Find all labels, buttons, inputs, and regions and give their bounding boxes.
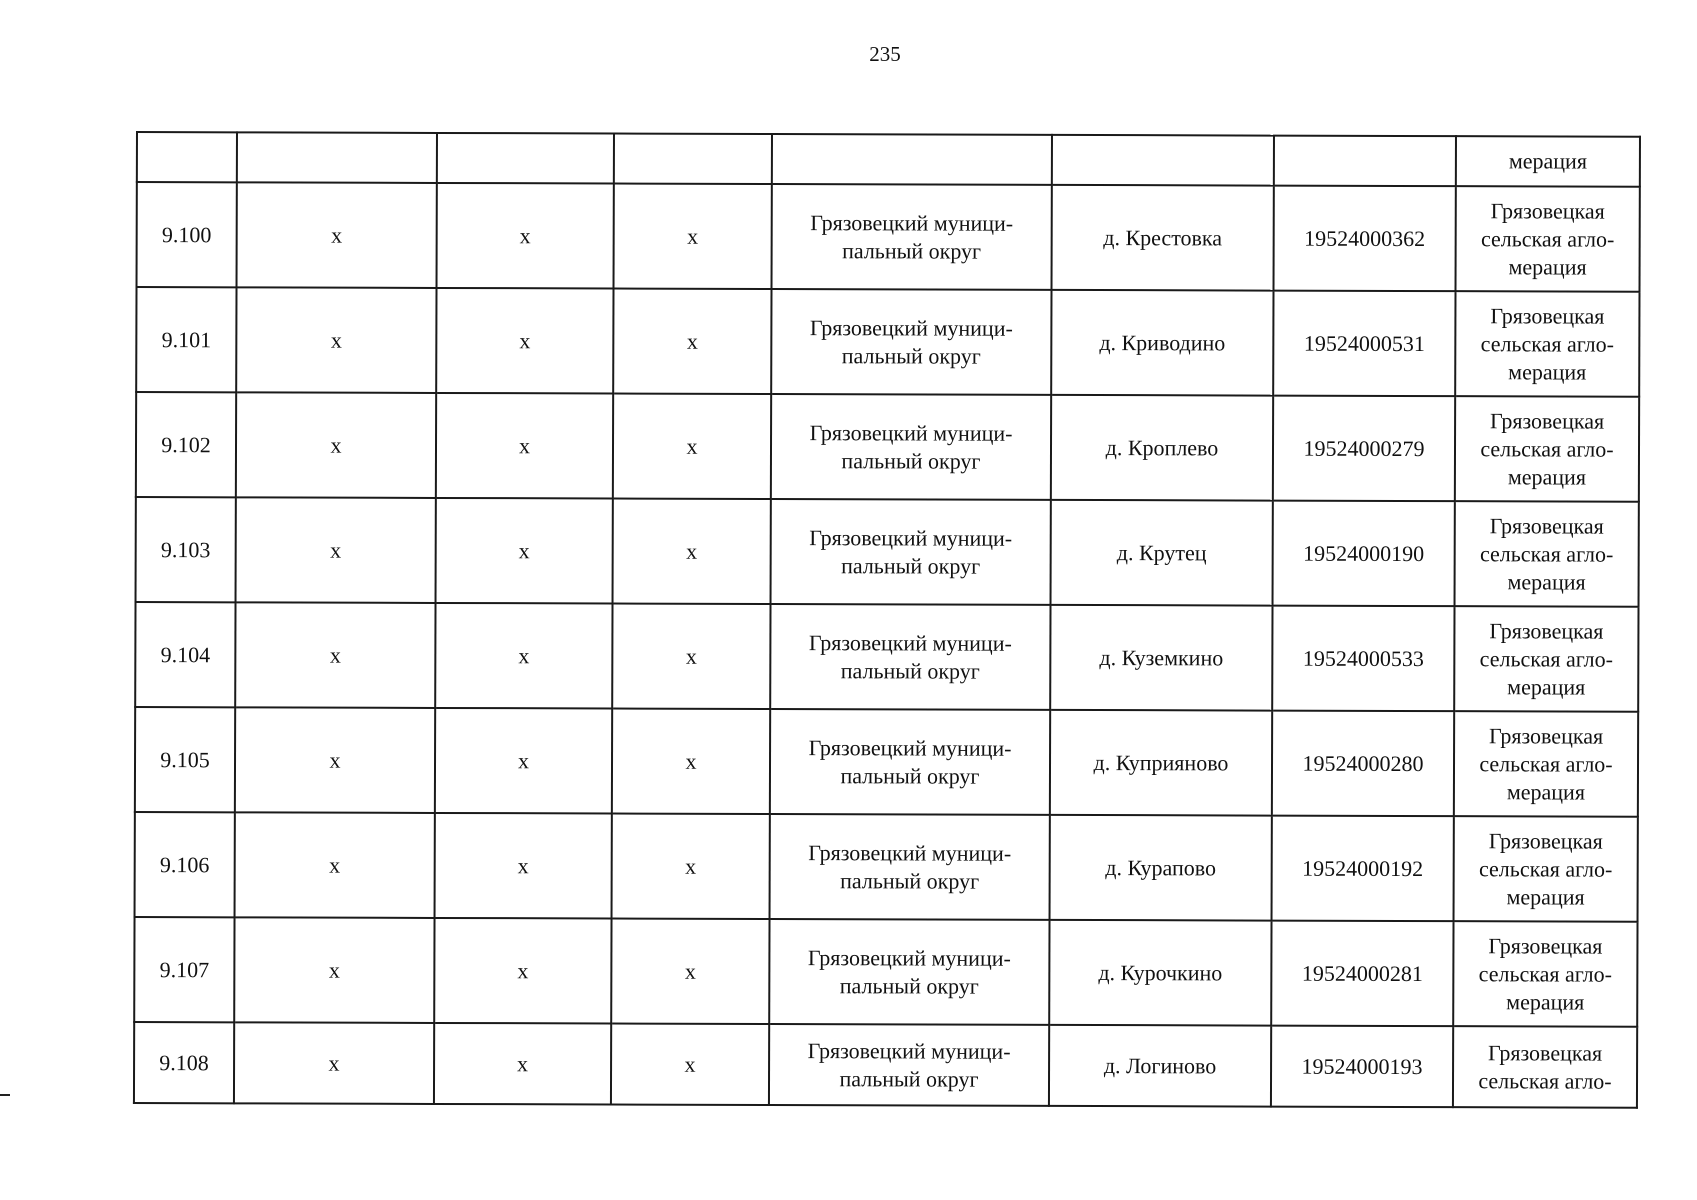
mark-cell <box>436 288 613 394</box>
locality-cell <box>1050 710 1272 816</box>
mark-cell <box>237 182 437 288</box>
mark-cell-text: х <box>684 958 696 984</box>
oktmo-code-cell <box>1273 396 1455 502</box>
oktmo-code-cell-text: 19524000280 <box>1302 750 1424 776</box>
mark-cell <box>235 602 435 708</box>
row-number-cell-text: 9.101 <box>161 326 212 352</box>
page-number: 235 <box>869 42 901 66</box>
oktmo-code-cell-text: 19524000193 <box>1301 1053 1423 1079</box>
agglomeration-cell-text: Грязовецкая сельская агло- мерация <box>1478 827 1613 910</box>
locality-cell <box>1051 290 1273 396</box>
mark-cell-text: х <box>329 747 341 773</box>
oktmo-code-cell-text: 19524000281 <box>1301 960 1423 986</box>
locality-cell <box>1050 605 1272 711</box>
mark-cell <box>612 603 770 708</box>
row-number-cell <box>136 497 236 602</box>
municipal-district-cell <box>771 394 1051 500</box>
municipal-district-cell-text: Грязовецкий муници- пальный округ <box>809 524 1013 579</box>
mark-cell-text: х <box>330 432 342 458</box>
row-number-cell-text: 9.105 <box>160 746 210 772</box>
mark-cell <box>614 184 772 289</box>
locality-cell-text: д. Курапово <box>1105 854 1217 880</box>
mark-cell <box>234 917 434 1023</box>
mark-cell <box>435 603 612 709</box>
mark-cell-text: х <box>328 957 340 983</box>
table-row <box>137 182 1640 292</box>
mark-cell <box>613 498 771 603</box>
row-number-cell <box>135 707 235 812</box>
continuation-cell: мерация <box>1456 136 1640 187</box>
municipal-district-cell <box>771 499 1051 605</box>
mark-cell-text: х <box>517 747 530 773</box>
table-row <box>134 917 1637 1027</box>
table-row <box>135 602 1638 712</box>
agglomeration-cell <box>1455 291 1639 397</box>
municipal-district-cell <box>769 1024 1049 1106</box>
agglomeration-cell-text: Грязовецкая сельская агло- мерация <box>1479 512 1614 595</box>
mark-cell-text: х <box>329 852 341 878</box>
municipal-district-cell-text: Грязовецкий муници- пальный округ <box>808 839 1012 894</box>
margin-mark <box>0 1094 10 1096</box>
mark-cell <box>236 287 436 393</box>
municipal-district-cell-text: Грязовецкий муници- пальный округ <box>809 419 1013 474</box>
mark-cell <box>434 918 611 1024</box>
mark-cell-text: х <box>685 748 697 774</box>
mark-cell-text: х <box>686 538 698 564</box>
agglomeration-cell <box>1456 186 1640 292</box>
mark-cell-text: х <box>331 222 343 248</box>
continuation-cell <box>1274 136 1456 187</box>
mark-cell <box>434 1023 611 1105</box>
mark-cell-text: х <box>686 433 698 459</box>
oktmo-code-cell-text: 19524000531 <box>1303 330 1425 356</box>
table-row <box>135 812 1638 922</box>
oktmo-code-cell <box>1272 816 1454 922</box>
mark-cell <box>613 289 771 394</box>
oktmo-code-cell <box>1271 921 1453 1027</box>
mark-cell <box>236 392 436 498</box>
oktmo-code-cell <box>1272 711 1454 817</box>
row-number-cell <box>136 392 236 497</box>
row-number-cell <box>136 287 236 392</box>
row-number-cell-text: 9.107 <box>159 956 210 982</box>
mark-cell <box>236 497 436 603</box>
table-row <box>136 287 1639 397</box>
agglomeration-cell <box>1455 501 1639 607</box>
mark-cell-text: х <box>685 853 697 879</box>
agglomeration-cell-text: Грязовецкая сельская агло- мерация <box>1480 302 1615 385</box>
continuation-cell <box>772 134 1052 185</box>
continuation-cell <box>437 133 614 184</box>
oktmo-code-cell-text: 19524000533 <box>1302 645 1424 671</box>
oktmo-code-cell <box>1272 606 1454 712</box>
row-number-cell <box>134 1022 234 1103</box>
table-row <box>134 1022 1637 1108</box>
locality-cell-text: д. Курочкино <box>1098 959 1223 985</box>
continuation-cell <box>614 134 772 184</box>
row-number-cell <box>137 182 237 287</box>
municipal-district-cell-text: Грязовецкий муници- пальный округ <box>808 629 1012 684</box>
table-row <box>136 392 1639 502</box>
mark-cell <box>435 708 612 814</box>
oktmo-code-cell <box>1273 501 1455 607</box>
agglomeration-cell <box>1454 816 1638 922</box>
mark-cell <box>436 498 613 604</box>
mark-cell <box>234 1022 434 1104</box>
continuation-cell <box>1052 135 1274 186</box>
continuation-cell <box>237 132 437 183</box>
table-row <box>136 497 1639 607</box>
agglomeration-cell <box>1453 921 1637 1027</box>
mark-cell-text: х <box>517 957 529 983</box>
mark-cell-text: х <box>330 327 342 353</box>
agglomeration-cell <box>1453 1026 1637 1108</box>
locality-cell-text: д. Криводино <box>1099 329 1226 355</box>
mark-cell <box>437 183 614 289</box>
locality-cell <box>1051 395 1273 501</box>
row-number-cell-text: 9.106 <box>159 851 210 877</box>
row-number-cell <box>135 602 235 707</box>
oktmo-code-cell <box>1271 1026 1453 1108</box>
agglomeration-cell-text: Грязовецкая сельская агло- мерация <box>1479 617 1614 700</box>
continuation-row <box>137 132 1640 187</box>
municipal-district-cell-text: Грязовецкий муници- пальный округ <box>807 1037 1011 1092</box>
row-number-cell <box>134 917 234 1022</box>
municipal-district-cell <box>771 289 1051 395</box>
oktmo-code-cell-text: 19524000190 <box>1303 540 1425 566</box>
municipal-district-cell-text: Грязовецкий муници- пальный округ <box>809 314 1013 369</box>
mark-cell <box>436 393 613 499</box>
mark-cell <box>235 707 435 813</box>
mark-cell-text: х <box>329 642 341 668</box>
oktmo-code-cell <box>1273 291 1455 397</box>
oktmo-code-cell-text: 19524000192 <box>1302 855 1424 881</box>
row-number-cell-text: 9.104 <box>160 641 211 667</box>
municipal-district-cell <box>770 814 1050 920</box>
locality-cell <box>1050 815 1272 921</box>
table-container <box>133 131 1641 1109</box>
mark-cell-text: х <box>328 1050 340 1076</box>
municipal-district-cell-text: Грязовецкий муници- пальный округ <box>808 734 1012 789</box>
agglomeration-cell-text: Грязовецкая сельская агло- мерация <box>1479 722 1613 805</box>
agglomeration-cell <box>1454 606 1638 712</box>
oktmo-code-cell <box>1274 186 1456 292</box>
locality-cell-text: д. Куприяново <box>1093 749 1229 775</box>
locality-cell <box>1049 1025 1271 1107</box>
oktmo-code-cell-text: 19524000279 <box>1303 435 1425 461</box>
oktmo-code-cell-text: 19524000362 <box>1304 225 1426 251</box>
mark-cell-text: х <box>517 1050 529 1076</box>
row-number-cell <box>135 812 235 917</box>
mark-cell <box>612 708 770 813</box>
locality-cell <box>1049 920 1271 1026</box>
locality-cell-text: д. Куземкино <box>1099 644 1224 670</box>
agglomeration-cell <box>1454 711 1638 817</box>
locality-cell-text: д. Крутец <box>1116 539 1207 565</box>
mark-cell <box>613 394 771 499</box>
mark-cell-text: х <box>518 642 530 668</box>
mark-cell-text: х <box>519 222 531 248</box>
mark-cell-text: х <box>330 537 342 563</box>
mark-cell <box>611 918 769 1023</box>
mark-cell-text: х <box>519 327 531 353</box>
locality-cell <box>1051 500 1273 606</box>
agglomeration-cell-text: Грязовецкая сельская агло- мерация <box>1480 197 1615 280</box>
municipal-district-cell-text: Грязовецкий муници- пальный округ <box>807 944 1011 999</box>
mark-cell-text: х <box>686 328 698 354</box>
mark-cell-text: х <box>518 432 531 458</box>
municipal-district-cell <box>770 709 1050 815</box>
row-number-cell-text: 9.108 <box>159 1049 209 1075</box>
locality-cell-text: д. Логиново <box>1103 1052 1217 1078</box>
mark-cell-text: х <box>685 643 697 669</box>
row-number-cell-text: 9.100 <box>161 221 212 247</box>
row-number-cell-text: 9.103 <box>160 536 211 562</box>
mark-cell <box>612 813 770 918</box>
table-row <box>135 707 1638 817</box>
mark-cell <box>435 813 612 919</box>
locality-cell-text: д. Кроплево <box>1105 434 1219 460</box>
continuation-cell <box>137 132 237 182</box>
locality-cell <box>1052 185 1274 291</box>
agglomeration-cell <box>1455 396 1639 502</box>
row-number-cell-text: 9.102 <box>161 431 211 457</box>
municipal-district-cell <box>772 184 1052 290</box>
municipal-district-cell <box>770 604 1050 710</box>
table-body <box>134 132 1640 1108</box>
agglomeration-cell-text: Грязовецкая сельская агло- мерация <box>1480 407 1614 490</box>
mark-cell <box>611 1023 769 1104</box>
settlements-table <box>133 131 1641 1109</box>
mark-cell-text: х <box>518 537 530 563</box>
municipal-district-cell-text: Грязовецкий муници- пальный округ <box>810 209 1014 264</box>
municipal-district-cell <box>769 919 1049 1025</box>
locality-cell-text: д. Крестовка <box>1103 224 1223 250</box>
mark-cell-text: х <box>517 852 529 878</box>
mark-cell-text: х <box>687 223 699 249</box>
agglomeration-cell-text: Грязовецкая сельская агло- мерация <box>1478 932 1613 1015</box>
agglomeration-cell-text: Грязовецкая сельская агло- <box>1478 1039 1612 1094</box>
mark-cell-text: х <box>684 1051 696 1077</box>
mark-cell <box>235 812 435 918</box>
